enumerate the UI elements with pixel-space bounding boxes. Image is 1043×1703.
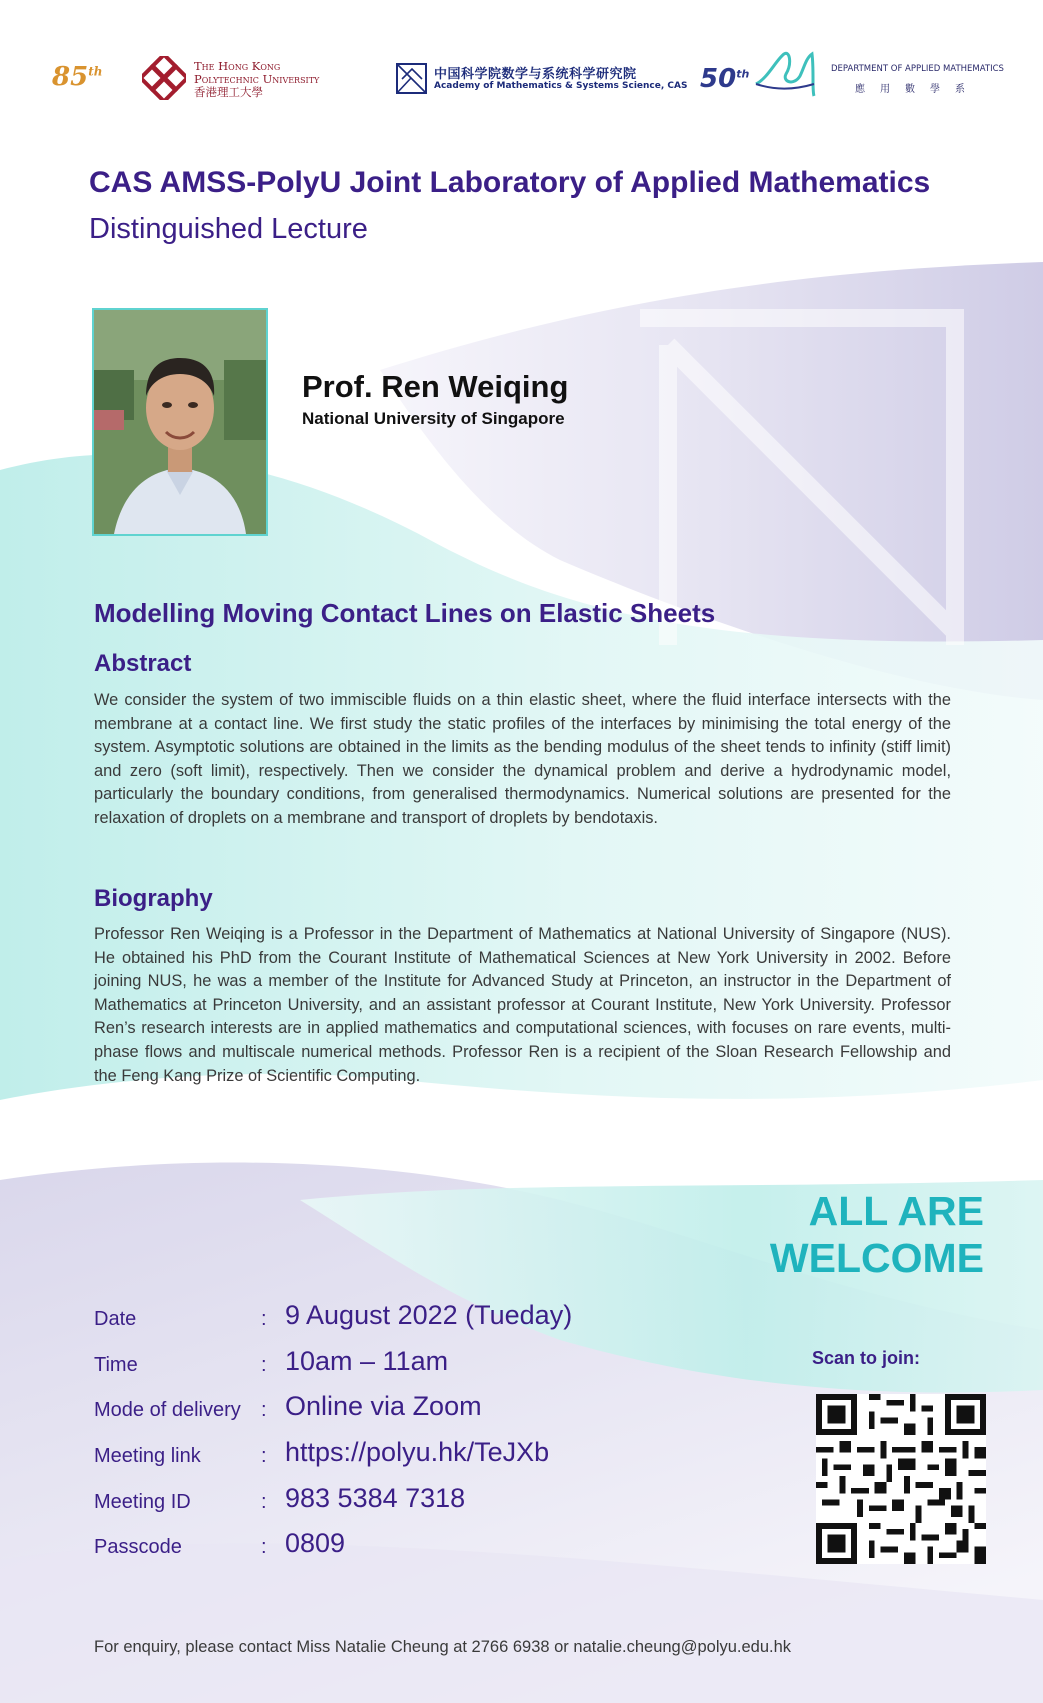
polyu-emblem-icon (142, 56, 186, 100)
amss-name-en: Academy of Mathematics & Systems Science, CAS (434, 81, 688, 91)
amss-logo (396, 63, 688, 97)
detail-separator: : (261, 1353, 267, 1376)
detail-label: Date (94, 1308, 137, 1330)
detail-separator: : (261, 1399, 267, 1422)
ama-department-logo (700, 50, 1004, 106)
detail-label: Time (94, 1353, 138, 1376)
detail-value-meeting-id: 983 5384 7318 (285, 1482, 466, 1513)
amss-name-cn: 中国科学院数学与系统科学研究院 (434, 67, 637, 82)
detail-separator: : (261, 1308, 267, 1330)
polyu-name-cn: 香港理工大學 (194, 85, 263, 99)
event-details (94, 1300, 694, 1574)
amss-emblem-icon (396, 63, 427, 94)
speaker-name: Prof. Ren Weiqing (302, 369, 569, 404)
abstract-heading: Abstract (94, 650, 192, 677)
polyu-logo (52, 52, 352, 108)
detail-row-meeting-id (94, 1483, 694, 1529)
detail-row-date (94, 1300, 694, 1346)
biography-heading: Biography (94, 885, 213, 912)
polyu-name-line2: Polytechnic University (194, 72, 320, 86)
detail-separator: : (261, 1536, 267, 1559)
detail-row-meeting-link (94, 1437, 694, 1483)
all-are-welcome-banner: ALL ARE WELCOME (769, 1188, 984, 1281)
lecture-series-title: Distinguished Lecture (89, 213, 368, 245)
qr-code-icon[interactable] (816, 1394, 986, 1564)
polyu-anniversary-number: 85 (52, 62, 89, 92)
biography-text: Professor Ren Weiqing is a Professor in the Department of Mathematics at National University of Singapore (NUS). He obtained his PhD from the Courant Institute of Mathematical Sciences at New York University in 2002. Before joining NUS, he was a member of the Institute for Advanced Study at Princeton, an instructor in the Department of Mathematics at Princeton University, and an assistant professor at Courant Institute, New York University. Professor Ren’s research interests are in applied mathematics and computational sciences, with focuses on rare events, multi-phase flows and multiscale numerical methods. Professor Ren is a recipient of the Sloan Research Fellowship and the Feng Kang Prize of Scientific Computing. (94, 925, 951, 1085)
speaker-photo (92, 308, 268, 536)
scan-to-join-label: Scan to join: (812, 1348, 920, 1368)
ama-anniversary-suffix: th (736, 67, 750, 81)
detail-value-passcode: 0809 (285, 1528, 346, 1559)
detail-row-time (94, 1346, 694, 1392)
detail-value-time: 10am – 11am (285, 1345, 449, 1376)
detail-label: Mode of delivery (94, 1399, 241, 1422)
detail-label: Meeting ID (94, 1490, 191, 1513)
lab-title: CAS AMSS-PolyU Joint Laboratory of Applied Mathematics (89, 166, 931, 199)
detail-separator: : (261, 1445, 267, 1468)
speaker-affiliation: National University of Singapore (302, 409, 565, 428)
ama-name-en: DEPARTMENT OF APPLIED MATHEMATICS (831, 64, 1004, 74)
talk-title: Modelling Moving Contact Lines on Elastic Sheets (94, 598, 716, 628)
detail-value-date: 9 August 2022 (Tueday) (285, 1300, 573, 1330)
polyu-name (194, 60, 319, 99)
enquiry-contact: For enquiry, please contact Miss Natalie Cheung at 2766 6938 or natalie.cheung@polyu.edu.hk (94, 1638, 792, 1656)
ama-anniversary-number: 50 (700, 64, 737, 94)
detail-label: Meeting link (94, 1445, 201, 1468)
meeting-link[interactable]: https://polyu.hk/TeJXb (285, 1437, 550, 1468)
polyu-anniversary-suffix: th (88, 64, 103, 79)
detail-row-passcode (94, 1528, 694, 1574)
detail-separator: : (261, 1490, 267, 1513)
detail-row-mode (94, 1391, 694, 1437)
abstract-text: We consider the system of two immiscible fluids on a thin elastic sheet, where the fluid interface intersects with the membrane at a contact line. We first study the static profiles of the interfaces by minimising the total energy of the system. Asymptotic solutions are obtained in the limits as the bending modulus of the sheet tends to infinity (stiff limit) and zero (soft limit), respectively. Then we consider the dynamical problem and derive a hydrodynamic model, particularly the boundary conditions, from generalised thermodynamics. Numerical solutions are presented for the relaxation of droplets on a membrane and transport of droplets by bendotaxis. (94, 691, 951, 827)
detail-label: Passcode (94, 1536, 182, 1559)
detail-value-mode: Online via Zoom (285, 1391, 482, 1422)
ama-50th-mark (700, 64, 749, 94)
polyu-name-line1: The Hong Kong (194, 59, 281, 73)
ama-wave-icon (754, 50, 816, 100)
polyu-85th-mark (52, 62, 102, 92)
speaker-portrait-illustration (94, 310, 266, 534)
ama-name-cn: 應用數學系 (855, 84, 980, 95)
